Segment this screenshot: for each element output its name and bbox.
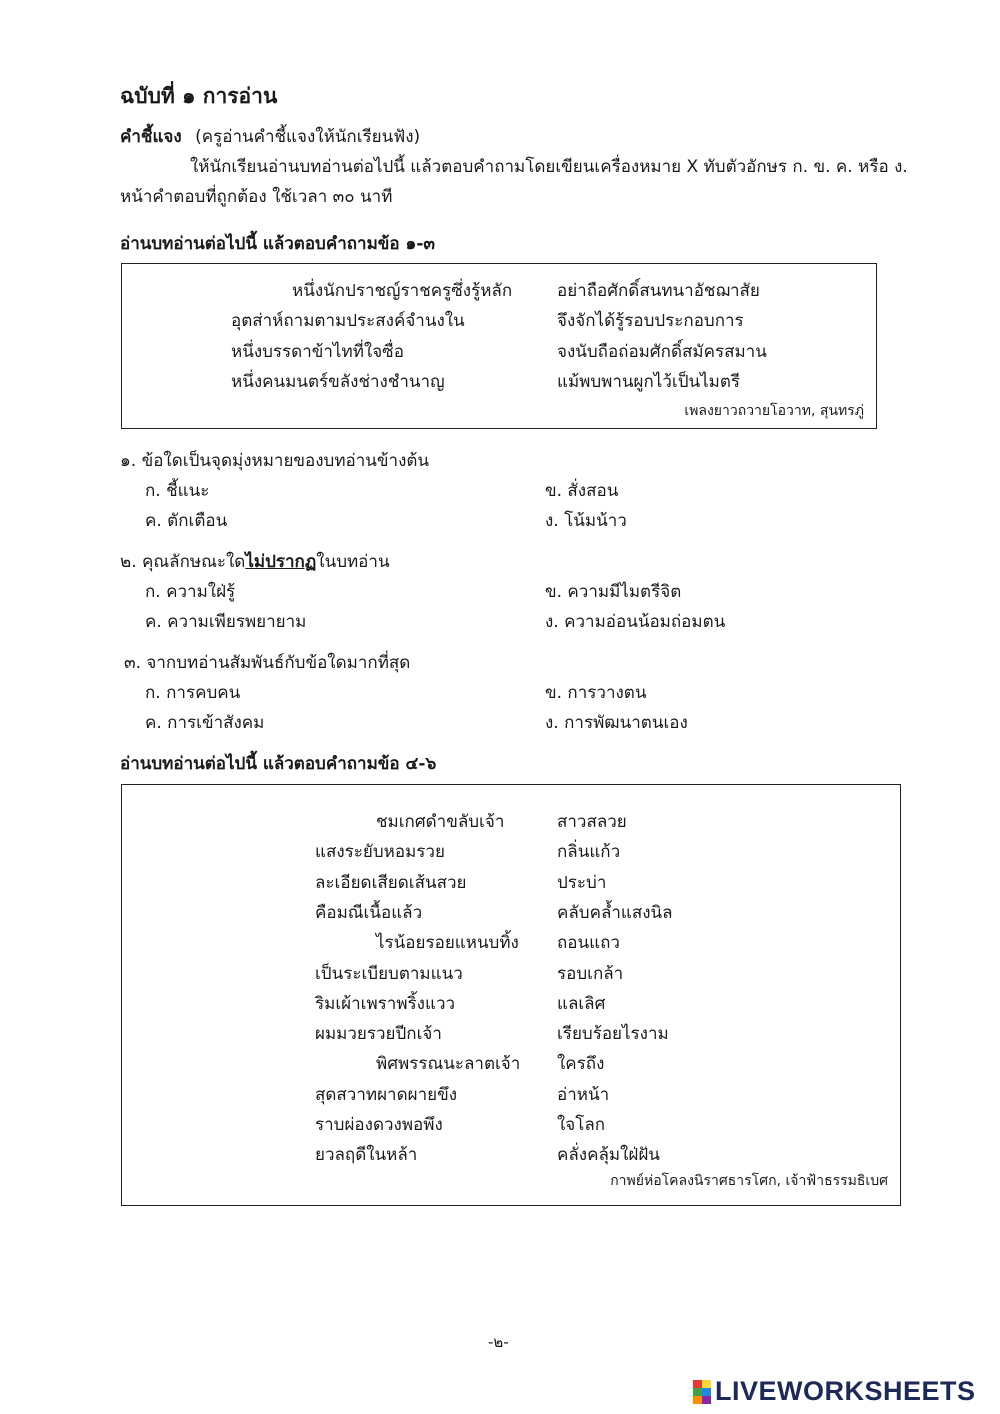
- logo-square-5: [693, 1396, 702, 1404]
- q1-choice-d[interactable]: ง. โน้มน้าว: [545, 511, 627, 531]
- poem2-line-8-right: เรียบร้อยไรงาม: [557, 1024, 669, 1044]
- section-2-heading: อ่านบทอ่านต่อไปนี้ แล้วตอบคำถามข้อ ๔-๖: [120, 754, 437, 774]
- q2-choice-b[interactable]: ข. ความมีไมตรีจิต: [545, 582, 682, 602]
- liveworksheets-logo-icon: [693, 1380, 711, 1404]
- q2-choice-c[interactable]: ค. ความเพียรพยายาม: [145, 612, 307, 632]
- poem2-line-9-right: ใครถึง: [557, 1054, 605, 1074]
- poem2-line-7-right: แลเลิศ: [557, 994, 606, 1014]
- poem1-line-2-right: จึงจักได้รู้รอบประกอบการ: [557, 311, 744, 331]
- poem2-line-6-left: เป็นระเบียบตามแนว: [315, 964, 463, 984]
- poem2-line-3-right: ประบ่า: [557, 873, 607, 893]
- poem2-line-12-right: คลั่งคลุ้มใฝ่ฝัน: [557, 1145, 660, 1165]
- poem2-line-5-left: ไรน้อยรอยแหนบทิ้ง: [376, 933, 519, 953]
- q3-choice-d[interactable]: ง. การพัฒนาตนเอง: [545, 713, 688, 733]
- question-2-stem: [120, 548, 390, 575]
- logo-square-2: [702, 1380, 711, 1388]
- poem2-line-6-right: รอบเกล้า: [557, 964, 624, 984]
- q2-choice-d[interactable]: ง. ความอ่อนน้อมถ่อมตน: [545, 612, 726, 632]
- logo-square-1: [693, 1380, 702, 1388]
- logo-square-4: [702, 1388, 711, 1396]
- poem1-line-4-right: แม้พบพานผูกไว้เป็นไมตรี: [557, 372, 741, 392]
- poem2-line-11-right: ใจโลก: [557, 1115, 606, 1135]
- poem1-line-3-left: หนึ่งบรรดาข้าไทที่ใจซื่อ: [231, 342, 404, 362]
- poem2-line-10-left: สุดสวาทผาดผายขึง: [315, 1085, 458, 1105]
- q2-choice-a[interactable]: ก. ความใฝ่รู้: [145, 582, 236, 602]
- logo-text: LIVEWORKSHEETS: [715, 1376, 976, 1406]
- poem2-line-3-left: ละเอียดเสียดเส้นสวย: [315, 873, 467, 893]
- q1-choice-b[interactable]: ข. สั่งสอน: [545, 481, 619, 501]
- poem1-line-2-left: อุตส่าห์ถามตามประสงค์จำนงใน: [231, 311, 465, 331]
- poem2-line-2-right: กลิ่นแก้ว: [557, 842, 621, 862]
- poem2-source: กาพย์ห่อโคลงนิราศธารโศก, เจ้าฟ้าธรรมธิเบศ: [610, 1173, 888, 1189]
- poem1-line-4-left: หนึ่งคนมนตร์ขลังช่างชำนาญ: [231, 372, 445, 392]
- poem2-line-1-left: ชมเกศดำขลับเจ้า: [376, 812, 505, 832]
- question-1-stem: ๑. ข้อใดเป็นจุดมุ่งหมายของบทอ่านข้างต้น: [120, 451, 430, 471]
- logo-square-6: [702, 1396, 711, 1404]
- poem2-line-8-left: ผมมวยรวยปีกเจ้า: [315, 1024, 442, 1044]
- poem2-line-4-left: คือมณีเนื้อแล้ว: [315, 903, 423, 923]
- poem2-line-7-left: ริมเผ้าเพราพริ้งแวว: [315, 994, 456, 1014]
- poem2-line-2-left: แสงระยับหอมรวย: [315, 842, 445, 862]
- poem1-source: เพลงยาวถวายโอวาท, สุนทรภู่: [684, 403, 864, 419]
- q1-choice-a[interactable]: ก. ชี้แนะ: [145, 481, 210, 501]
- q3-choice-a[interactable]: ก. การคบคน: [145, 683, 241, 703]
- liveworksheets-logo: [693, 1376, 976, 1407]
- poem2-line-12-left: ยวลฤดีในหล้า: [315, 1145, 418, 1165]
- poem2-line-4-right: คลับคล้ำแสงนิล: [557, 903, 673, 923]
- poem1-line-3-right: จงนับถือถ่อมศักดิ์สมัครสมาน: [557, 342, 767, 362]
- q3-choice-b[interactable]: ข. การวางตน: [545, 683, 647, 703]
- instruction-note: (ครูอ่านคำชี้แจงให้นักเรียนฟัง): [195, 127, 421, 147]
- q1-choice-c[interactable]: ค. ตักเตือน: [145, 511, 228, 531]
- question-3-stem: ๓. จากบทอ่านสัมพันธ์กับข้อใดมากที่สุด: [124, 653, 411, 673]
- poem2-line-10-right: อ่าหน้า: [557, 1085, 610, 1105]
- page-title: ฉบับที่ ๑ การอ่าน: [120, 84, 278, 108]
- instruction-header: [120, 123, 420, 150]
- poem-box-2: [121, 784, 901, 1206]
- page-number: -๒-: [488, 1333, 509, 1351]
- question-2-emphasis: ไม่ปรากฏ: [245, 552, 317, 572]
- instruction-line-1: ให้นักเรียนอ่านบทอ่านต่อไปนี้ แล้วตอบคำถามโดยเขียนเครื่องหมาย X ทับตัวอักษร ก. ข. ค. หรือ ง.: [190, 157, 908, 177]
- poem1-line-1-right: อย่าถือศักดิ์สนทนาอัชฌาสัย: [557, 281, 760, 301]
- q3-choice-c[interactable]: ค. การเข้าสังคม: [145, 713, 265, 733]
- instruction-line-2: หน้าคำตอบที่ถูกต้อง ใช้เวลา ๓๐ นาที: [120, 187, 393, 207]
- poem2-line-11-left: ราบผ่องดวงพอพึง: [315, 1115, 443, 1135]
- instruction-label: คำชี้แจง: [120, 127, 182, 147]
- section-1-heading: อ่านบทอ่านต่อไปนี้ แล้วตอบคำถามข้อ ๑-๓: [120, 234, 436, 254]
- question-2-stem-post: ในบทอ่าน: [316, 552, 390, 572]
- poem1-line-1-left: หนึ่งนักปราชญ์ราชครูซึ่งรู้หลัก: [292, 281, 513, 301]
- poem2-line-1-right: สาวสลวย: [557, 812, 627, 832]
- question-2-stem-pre: ๒. คุณลักษณะใด: [120, 552, 246, 572]
- poem2-line-5-right: ถอนแถว: [557, 933, 620, 953]
- logo-square-3: [693, 1388, 702, 1396]
- poem2-line-9-left: พิศพรรณนะลาตเจ้า: [376, 1054, 521, 1074]
